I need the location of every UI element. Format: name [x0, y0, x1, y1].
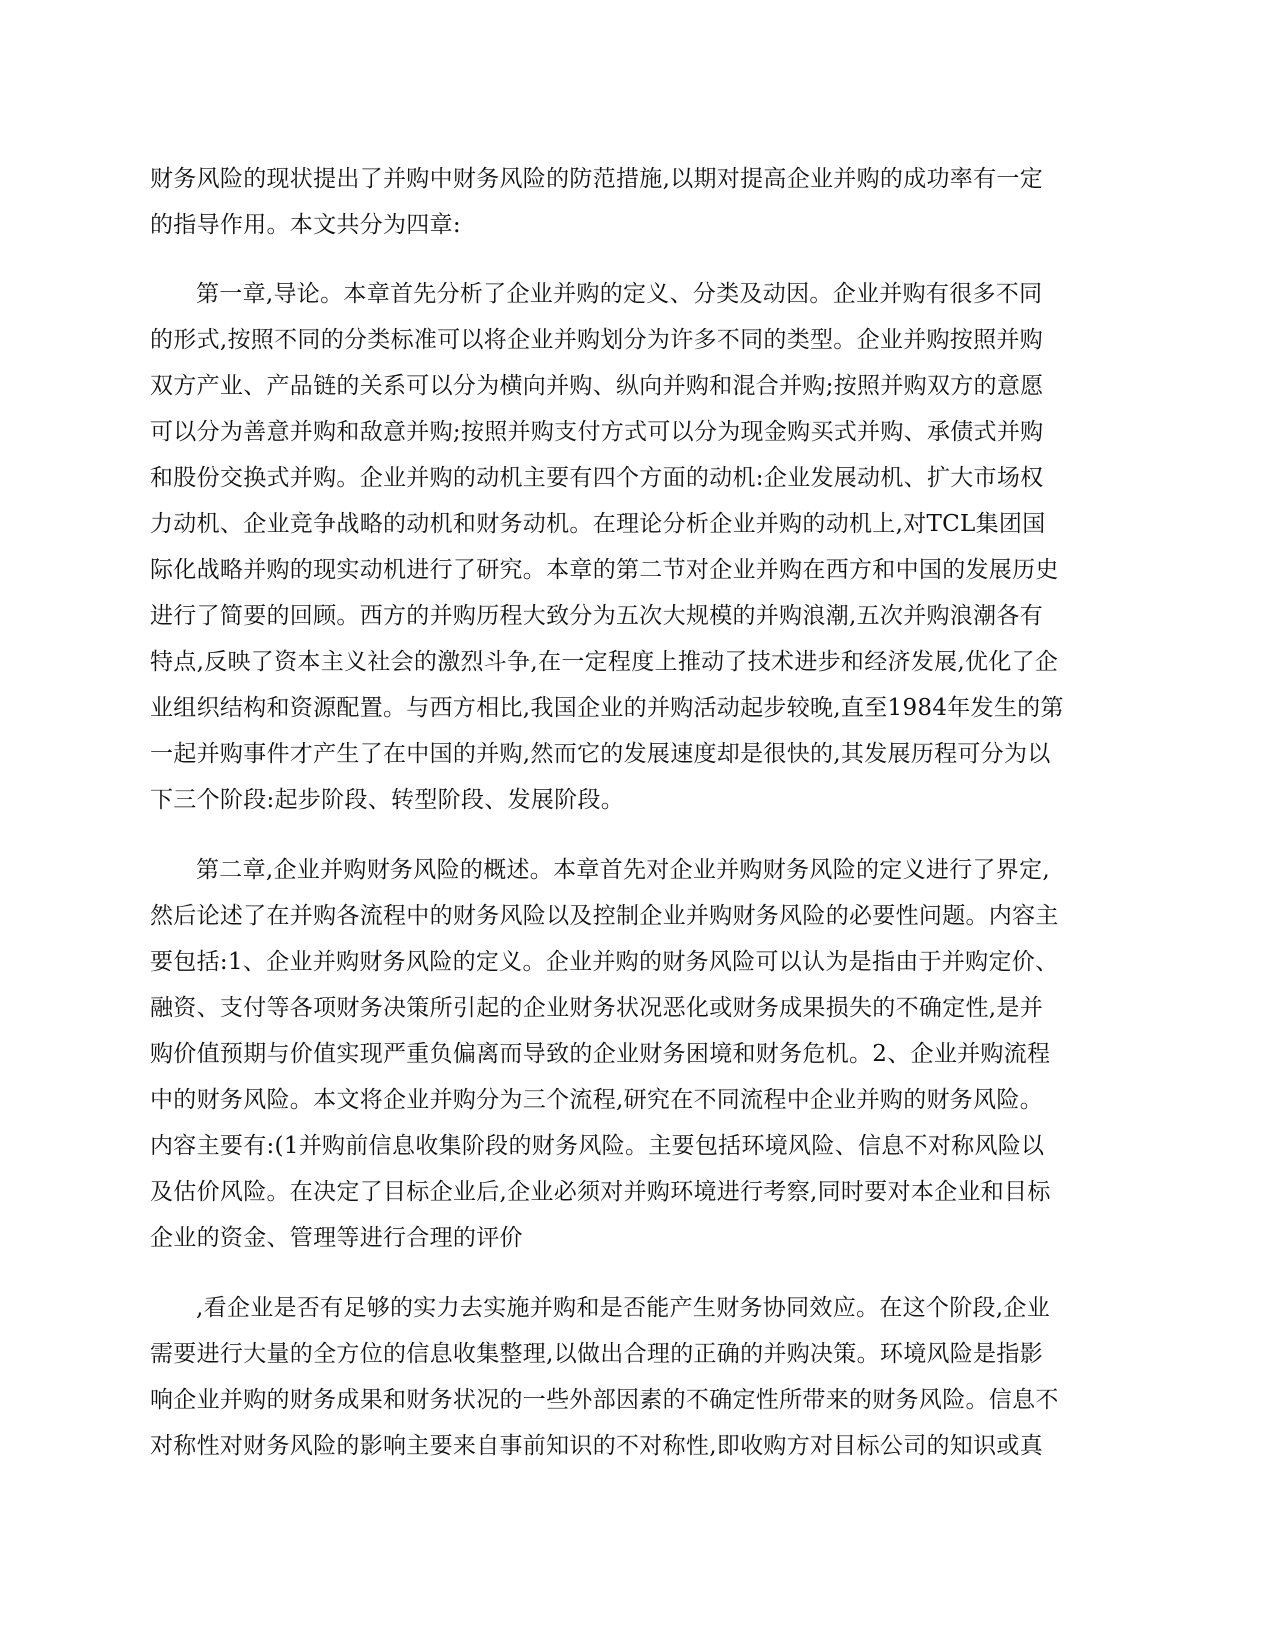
paragraph-chapter-one: 第一章,导论。本章首先分析了企业并购的定义、分类及动因。企业并购有很多不同 的形式,按照不同的分类标准可以将企业并购划分为许多不同的类型。企业并购按照并购 双方产业、产品链的关系可以分为横向并购、纵向并购和混合并购;按照并购双方的意愿 可以分为善意并购和敌意并购;按照并购支付方式可以分为现金购买式并购、承债式并购 和股份交换式并购。企业并购的动机主要有四个方面的动机:企业发展动机、扩大市场权 力动机、企业竞争战略的动机和财务动机。在理论分析企业并购的动机上,对TCL集团国 际化战略并购的现实动机进行了研究。本章的第二节对企业并购在西方和中国的发展历史 进行了简要的回顾。西方的并购历程大致分为五次大规模的并购浪潮,五次并购浪潮各有 特点,反映了资本主义社会的激烈斗争,在一定程度上推动了技术进步和经济发展,优化了企 业组织结构和资源配置。与西方相比,我国企业的并购活动起步较晚,直至1984年发生的第 一起并购事件才产生了在中国的并购,然而它的发展速度却是很快的,其发展历程可分为以 下三个阶段:起步阶段、转型阶段、发展阶段。 [150, 281, 1064, 813]
paragraph-chapter-two: 第二章,企业并购财务风险的概述。本章首先对企业并购财务风险的定义进行了界定, 然后论述了在并购各流程中的财务风险以及控制企业并购财务风险的必要性问题。内容主 要包括:1、企业并购财务风险的定义。企业并购的财务风险可以认为是指由于并购定价、 融资、支付等各项财务决策所引起的企业财务状况恶化或财务成果损失的不确定性,是并 购价值预期与价值实现严重负偏离而导致的企业财务困境和财务危机。2、企业并购流程 中的财务风险。本文将企业并购分为三个流程,研究在不同流程中企业并购的财务风险。 内容主要有:(1并购前信息收集阶段的财务风险。主要包括环境风险、信息不对称风险以 及估价风险。在决定了目标企业后,企业必须对并购环境进行考察,同时要对本企业和目标 企业的资金、管理等进行合理的评价 [150, 857, 1059, 1251]
paragraph-chapter-two-continued: ,看企业是否有足够的实力去实施并购和是否能产生财务协同效应。在这个阶段,企业 需要进行大量的全方位的信息收集整理,以做出合理的正确的并购决策。环境风险是指影 响企业并购的财务成果和财务状况的一些外部因素的不确定性所带来的财务风险。信息不 对称性对财务风险的影响主要来自事前知识的不对称性,即收购方对目标公司的知识或真 [150, 1295, 1059, 1459]
paragraph-intro-continuation: 财务风险的现状提出了并购中财务风险的防范措施,以期对提高企业并购的成功率有一定 的指导作用。本文共分为四章: [150, 166, 1044, 238]
